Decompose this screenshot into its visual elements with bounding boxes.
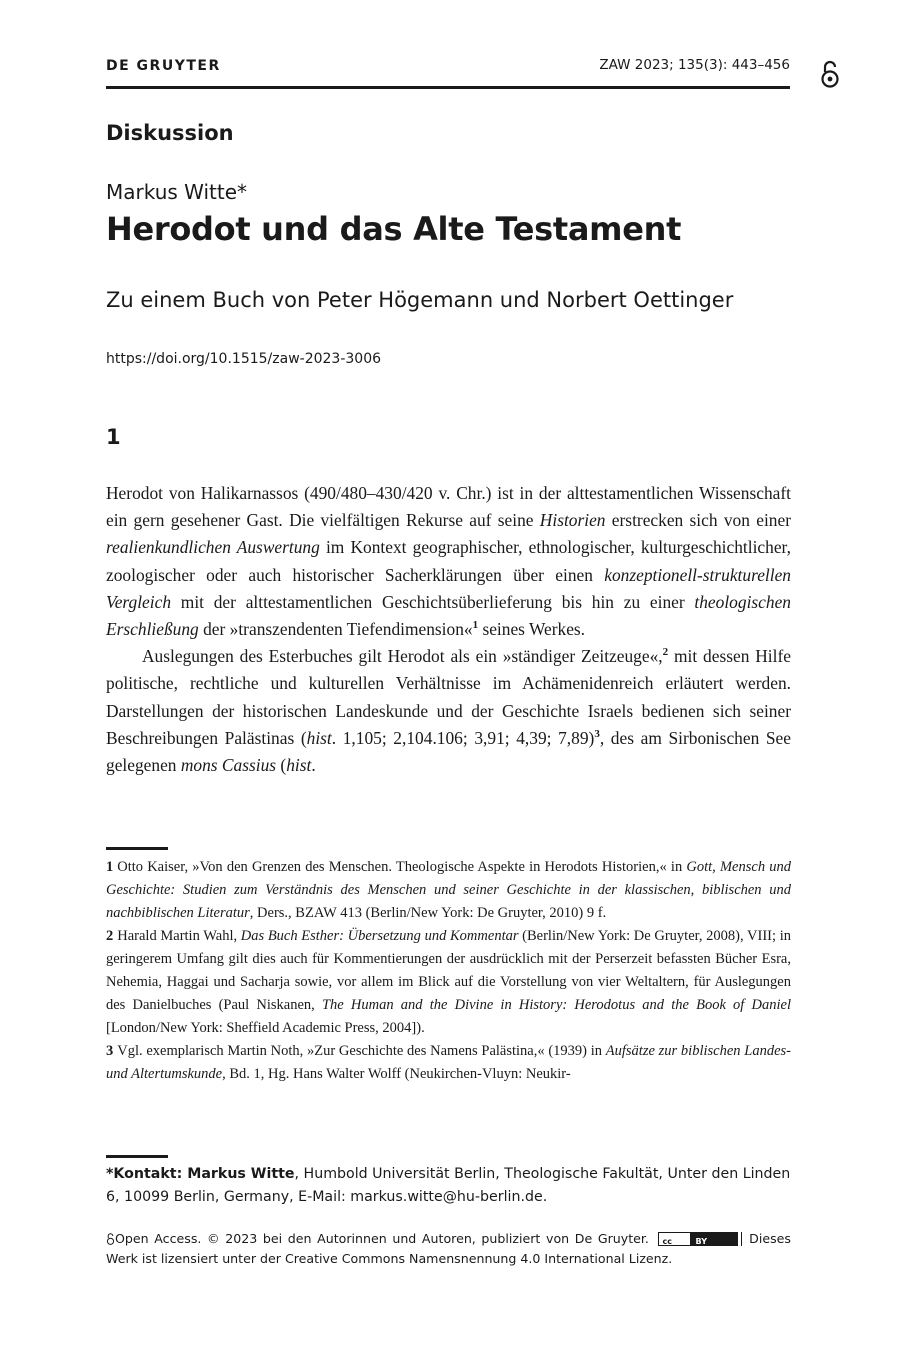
footnote-ref[interactable]: 3	[594, 728, 600, 741]
author-name: Markus Witte*	[106, 180, 248, 204]
open-lock-icon	[819, 60, 841, 88]
footnotes	[106, 856, 791, 1086]
article-title: Herodot und das Alte Testament	[106, 210, 682, 248]
footnote-ref[interactable]: 2	[662, 646, 669, 659]
paragraph: Herodot von Halikarnassos (490/480–430/420 v. Chr.) ist in der alttestamentlichen Wissenschaft ein gern gesehener Gast. Die vielfältigen Rekurse auf seine Historien erstrecken sich von einer realienkundlichen Auswertung im Kontext geographischer, ethnologischer, kulturgeschichtlicher, zoologischer oder auch historischer Sacherklärungen über einen konzeptionell-strukturellen Vergleich mit der alttestamentlichen Geschichtsüberlieferung bis hin zu einer theologischen Erschließung der »transzendenten Tiefendimension«$^1$ seines Werkes.	[106, 483, 791, 640]
body-text	[106, 480, 791, 779]
contact-rule	[106, 1155, 168, 1158]
cc-by-license-icon[interactable]: cc BY	[658, 1232, 738, 1246]
contact-info: *Kontakt: Markus Witte, Humbold Universität Berlin, Theologische Fakultät, Unter den Linden 6, 10099 Berlin, Germany, E-Mail: markus.witte@hu-berlin.de.	[106, 1166, 791, 1205]
doi-link[interactable]: https://doi.org/10.1515/zaw-2023-3006	[106, 351, 382, 367]
footnote-2: 2 Harald Martin Wahl, Das Buch Esther: Übersetzung und Kommentar (Berlin/New York: De Gruyter, 2008), VIII; in geringerem Umfang gilt dies auch für Kommentierungen der ausdrücklich mit der Perserzeit befassten Bücher Esra, Nehemia, Haggai und Sacharja sowie, vor allem im Blick auf die Vorstellung von vier Weltaltern, für Auslegungen des Danielbuches (Paul Niskanen, The Human and the Divine in History: Herodotus and the Book of Daniel [London/New York: Sheffield Academic Press, 2004]).	[106, 928, 791, 1036]
footnote-3: 3 Vgl. exemplarisch Martin Noth, »Zur Geschichte des Namens Palästina,« (1939) in Aufsätze zur biblischen Landes- und Altertumskunde, Bd. 1, Hg. Hans Walter Wolff (Neukirchen-Vluyn: Neukir-	[106, 1043, 791, 1082]
publisher-logo: DE GRUYTER	[106, 58, 221, 74]
footnote-rule	[106, 847, 168, 850]
divider	[741, 1232, 742, 1246]
journal-citation: ZAW 2023; 135(3): 443–456	[599, 57, 790, 73]
footnote-ref[interactable]: 1	[472, 619, 479, 632]
paragraph: Auslegungen des Esterbuches gilt Herodot als ein »ständiger Zeitzeuge«,$^2$ mit dessen Hilfe politische, rechtliche und kulturellen Verhältnisse im Achämenidenreich erläutert werden. Darstellungen der historischen Landeskunde und der Geschichte Israels bedienen sich seiner Beschreibungen Palästinas (hist. 1,105; 2,104.106; 3,91; 4,39; 7,89)$^3$, des am Sirbonischen See gelegenen mons Cassius (hist.	[106, 646, 791, 776]
open-access-icon	[106, 1233, 115, 1245]
section-number: 1	[106, 425, 121, 449]
footnote-1: 1 Otto Kaiser, »Von den Grenzen des Menschen. Theologische Aspekte in Herodots Historien,« in Gott, Mensch und Geschichte: Studien zum Verständnis des Menschen und seiner Geschichte in der klassischen, biblischen und nachbiblischen Literatur, Ders., BZAW 413 (Berlin/New York: De Gruyter, 2010) 9 f.	[106, 859, 792, 921]
section-label: Diskussion	[106, 121, 234, 145]
license-notice: Open Access. © 2023 bei den Autorinnen und Autoren, publiziert von De Gruyter. cc BY Dieses Werk ist lizensiert unter der Creative Commons Namensnennung 4.0 International Lizenz.	[106, 1231, 791, 1266]
header-rule	[106, 86, 790, 89]
article-subtitle: Zu einem Buch von Peter Högemann und Norbert Oettinger	[106, 288, 734, 312]
